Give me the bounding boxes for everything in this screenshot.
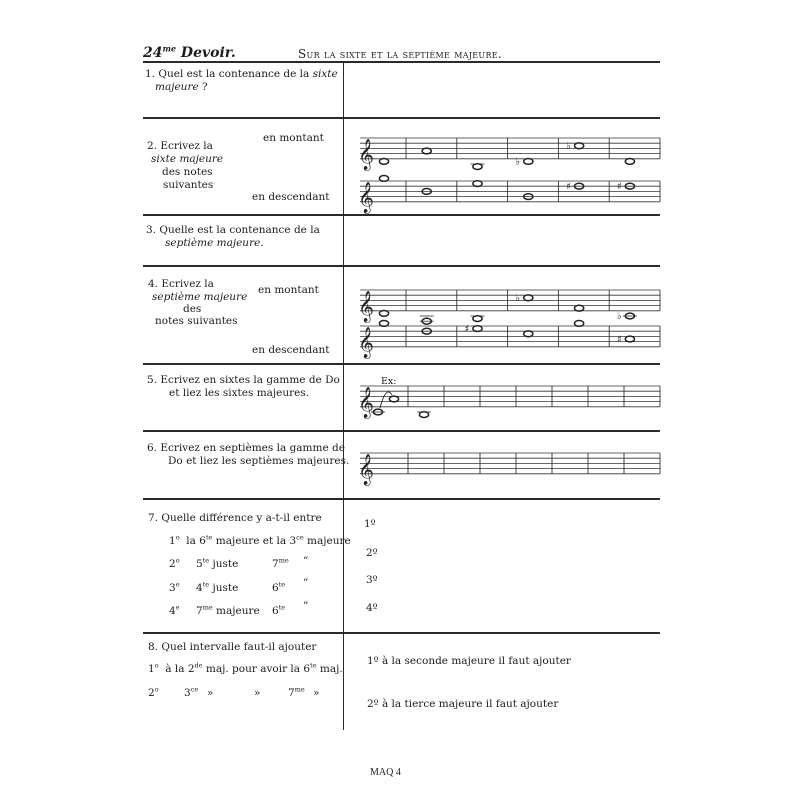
question-3-line-1: 3. Quelle est la contenance de la [146,224,320,236]
question-5-line-1: 5. Ecrivez en sixtes la gamme de Do [147,374,340,386]
note-head [524,159,533,165]
note-head [575,143,584,149]
sharp-icon: ♯ [566,181,571,193]
row-term-d: 7 [288,687,295,699]
whole-note [473,316,482,322]
question-7-row-4-ditto: ” [303,600,309,612]
row-term-c-sup: te [278,603,286,612]
flat-icon: ♭ [515,156,521,168]
note-head [389,396,398,402]
row-number: 2 [148,687,155,699]
row-number: 1 [169,535,176,547]
row-number-sup: o [154,685,159,694]
whole-note [625,336,634,342]
question-4-line-2: septième majeure [152,291,248,303]
whole-note [379,159,388,165]
row-term-a-sup: me [202,603,213,612]
question-6-line-1: 6. Ecrivez en septièmes la gamme de [147,442,345,454]
question-4-ascending: en montant [258,284,319,296]
answer-slot-1[interactable]: 1º [364,518,376,530]
question-7-row-4-num [169,605,180,618]
row-term-a-sup: te [202,556,210,565]
row-term-c: maj. [319,663,343,675]
row-term-a: 3 [184,687,191,699]
header-rule [143,61,660,63]
question-1-italic-2: majeure [155,81,199,93]
note-head [473,326,482,332]
row-divider-3 [143,265,660,267]
devoir-number-sup: me [162,43,177,54]
whole-note [524,295,533,301]
whole-note [379,311,388,317]
flat-icon: ♭ [616,311,622,322]
question-7-title: 7. Quelle différence y a-t-il entre [148,512,322,524]
question-7-row-2-ditto: ” [303,555,309,567]
question-8-row-2-b: » [207,687,214,699]
row-number: 1 [148,663,155,675]
row-term-c-sup: te [278,580,286,589]
question-8-row-1 [148,663,343,676]
staff-q5 [360,386,660,416]
row-term-c: 6 [272,582,279,594]
note-head [379,176,388,182]
question-7-row-4-c [272,605,285,618]
question-2-line-1: 2. Ecrivez la [147,140,213,152]
question-7-row-1 [169,535,351,548]
row-number: 3 [169,582,176,594]
question-7-row-4-a [196,605,260,618]
whole-note [524,331,533,337]
answer-8-1[interactable]: 1º à la seconde majeure il faut ajouter [367,655,571,667]
note-head [524,331,533,337]
flat-icon: ♭ [566,140,571,152]
question-1-line-1 [145,68,338,81]
treble-clef-icon: 𝄞 [358,138,374,170]
question-8-title: 8. Quel intervalle faut-il ajouter [148,641,317,653]
row-term-a-sup: te [202,580,210,589]
answer-8-2[interactable]: 2º à la tierce majeure il faut ajouter [367,698,559,710]
row-term-c-sup: me [278,556,289,565]
row-term-a-sup: ce [190,685,199,694]
row-divider-7 [143,632,660,634]
question-1-text: Quel est la contenance de la [158,68,310,80]
note-head [419,412,428,418]
question-2-line-3: des notes [162,166,213,178]
row-term-b-sup: ce [296,533,304,542]
question-8-row-2-e: » [313,687,320,699]
row-term-a: 4 [196,582,203,594]
question-7-row-2-a [196,558,238,571]
treble-clef-icon: 𝄞 [358,290,374,322]
question-3-line-2: septième majeure. [165,237,264,249]
row-term-a: 5 [196,558,203,570]
question-5-line-2: et liez les sixtes majeures. [169,387,310,399]
row-term-b: juste [212,558,239,570]
note-head [575,305,584,311]
devoir-number [143,45,236,61]
question-2-descending: en descendant [252,191,330,203]
note-head [473,164,482,170]
staff-q2-descending [360,181,660,211]
treble-clef-icon: 𝄞 [358,453,374,485]
row-term-c: 7 [272,558,279,570]
whole-note [524,159,533,165]
sharp-icon: ♯ [464,324,470,336]
row-term-a: la 6 [186,535,206,547]
row-term-b: majeure et la 3 [215,535,297,547]
question-7-row-3-num [169,582,180,595]
question-8-row-2-num [148,687,159,700]
question-7-row-3-a [196,582,238,595]
row-divider-2 [143,214,660,216]
whole-note [379,176,388,182]
note-head [575,321,584,327]
question-2-line-2: sixte majeure [151,153,224,165]
question-2-line-4: suivantes [163,179,214,191]
row-term-b: juste [212,582,239,594]
question-8-row-2-c: » [254,687,261,699]
staff-q4-descending [360,326,660,356]
whole-note [473,326,482,332]
question-1-number: 1. [145,68,156,80]
note-head [473,316,482,322]
flat-icon: ♭ [515,292,521,304]
row-term-d-sup: me [294,685,305,694]
question-8-row-2-d [288,687,305,700]
page-footer: MAQ 4 [370,767,401,778]
page-title: Sur la sixte et la septième majeure. [298,47,503,61]
question-4-line-3: des [183,303,202,315]
row-divider-4 [143,363,660,365]
question-2-ascending: en montant [263,132,324,144]
note-head [625,336,634,342]
question-1-italic: sixte [312,68,338,80]
treble-clef-icon: 𝄞 [358,326,374,358]
sharp-icon: ♯ [616,181,622,193]
whole-note [575,305,584,311]
row-number-sup: o [175,533,180,542]
row-term-a: à la 2 [165,663,195,675]
row-term-b-sup: te [310,661,317,670]
row-divider-5 [143,430,660,432]
row-number: 4 [169,605,176,617]
row-number-sup: o [175,556,180,565]
row-term-a-sup: te [205,533,213,542]
devoir-number-value: 24 [143,45,163,61]
sharp-icon: ♯ [616,334,622,346]
whole-note [473,164,482,170]
staff-q2-ascending [360,138,660,168]
row-number-sup: o [154,661,159,670]
whole-note [379,321,388,327]
question-4-line-4: notes suivantes [155,315,238,327]
question-8-row-2-a [184,687,198,700]
note-head [379,321,388,327]
question-1-line-2 [155,81,208,94]
row-number-sup: e [175,603,180,612]
note-head [473,181,482,187]
row-divider-6 [143,498,660,500]
note-head [625,159,634,165]
row-divider-1 [143,117,660,119]
whole-note [419,412,428,418]
note-head [422,148,431,154]
whole-note [473,181,482,187]
question-7-row-2-num [169,558,180,571]
row-number-sup: e [175,580,180,589]
staff-q6 [360,453,660,483]
question-7-row-2-c [272,558,289,571]
answer-slot-2[interactable]: 2º [366,547,378,559]
row-term-c: majeure [307,535,351,547]
treble-clef-icon: 𝄞 [358,386,374,418]
treble-clef-icon: 𝄞 [358,181,374,213]
staff-q4-ascending [360,290,660,320]
devoir-label: Devoir. [180,45,236,61]
note-head [379,159,388,165]
note-head [379,311,388,317]
question-4-descending: en descendant [252,344,330,356]
row-term-a-sup: de [194,661,203,670]
whole-note [625,159,634,165]
row-term-a: 7 [196,605,203,617]
question-1-mark: ? [202,81,208,93]
column-divider [343,62,344,730]
whole-note [575,321,584,327]
example-label: Ex: [381,376,397,387]
whole-note [575,143,584,149]
whole-note [422,148,431,154]
question-7-row-3-c [272,582,285,595]
answer-slot-4[interactable]: 4º [366,602,378,614]
row-term-b: majeure [216,605,260,617]
note-head [524,295,533,301]
whole-note [389,396,398,402]
question-6-line-2: Do et liez les septièmes majeures. [168,455,350,467]
question-7-row-3-ditto: ” [303,577,309,589]
answer-slot-3[interactable]: 3º [366,574,378,586]
row-term-b: maj. pour avoir la 6 [205,663,311,675]
row-number: 2 [169,558,176,570]
row-term-c: 6 [272,605,279,617]
question-4-line-1: 4. Ecrivez la [148,278,214,290]
